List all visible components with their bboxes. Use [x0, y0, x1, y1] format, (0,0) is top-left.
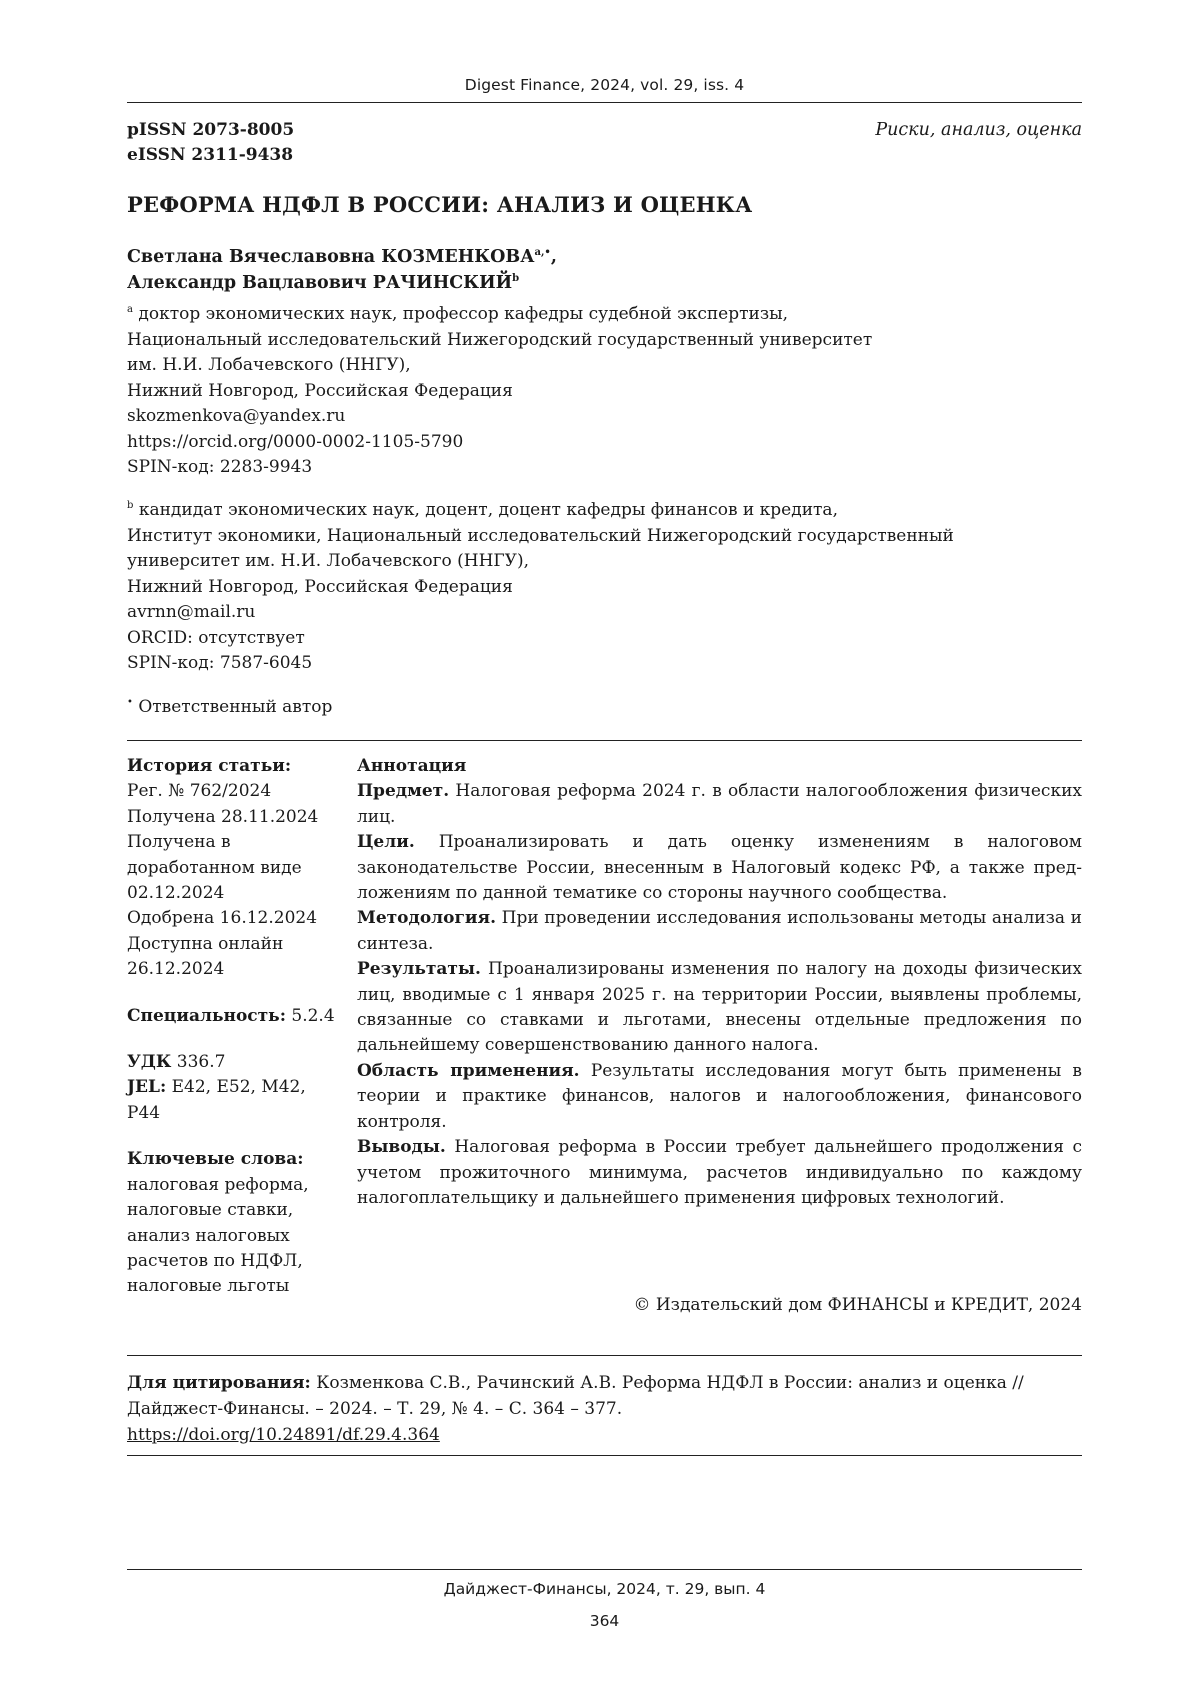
- udk: УДК 336.7: [127, 1050, 339, 1075]
- author-email[interactable]: skozmenkova@yandex.ru: [127, 404, 872, 430]
- header-rule: [127, 102, 1082, 103]
- citation-block: [127, 1370, 1082, 1448]
- history-line: Получена 28.11.2024: [127, 805, 339, 830]
- author-given-name: Александр Вацлавович: [127, 273, 367, 293]
- affiliation-line: SPIN-код: 2283-9943: [127, 455, 872, 481]
- author-marks: a,•: [534, 247, 550, 258]
- history-line: 26.12.2024: [127, 957, 339, 982]
- history-line: 02.12.2024: [127, 881, 339, 906]
- author: [127, 270, 557, 296]
- affiliation-line: им. Н.И. Лобачевского (ННГУ),: [127, 353, 872, 379]
- affiliation-line: Нижний Новгород, Российская Федерация: [127, 379, 872, 405]
- affiliation-line: Национальный исследовательский Нижегородский государственный университет: [127, 328, 872, 354]
- citation-top-rule: [127, 1355, 1082, 1356]
- history-line: Рег. № 762/2024: [127, 779, 339, 804]
- specialty: Специальность: 5.2.4: [127, 1004, 339, 1029]
- abstract-objectives: Цели. Проанализировать и дать оценку изменениям в налоговом законодательстве России, внесенным в Налоговый кодекс РФ, а также пред­ложениям по данной тематике со стороны научного сообщества.: [357, 830, 1082, 906]
- affiliation-a: [127, 302, 872, 481]
- corresponding-author-note: • Ответственный автор: [127, 695, 332, 720]
- keywords-heading: Ключевые слова:: [127, 1147, 339, 1172]
- abstract-results: Результаты. Проанализированы изменения по налогу на доходы физичес­ких лиц, вводимые с 1 января 2025 г. на территории России, выявлены проблемы, связанные со ставками и льготами, внесены отдельные пред­ложения по дальнейшему совершенствованию данного налога.: [357, 957, 1082, 1059]
- corresponding-mark: •: [127, 697, 133, 708]
- keyword: расчетов по НДФЛ,: [127, 1249, 339, 1274]
- paper-page: [127, 0, 1082, 1697]
- electronic-issn: eISSN 2311-9438: [127, 143, 294, 168]
- affiliation-line: доктор экономических наук, профессор кафедры судебной экспертизы,: [138, 304, 788, 324]
- author-marks: b: [512, 273, 519, 284]
- authors: [127, 244, 557, 296]
- keyword: налоговая реформа,: [127, 1173, 339, 1198]
- article-info-column: [127, 754, 339, 1300]
- issn-block: [127, 118, 294, 168]
- citation-bottom-rule: [127, 1455, 1082, 1456]
- abstract-conclusions: Выводы. Налоговая реформа в России требует дальнейшего продолжения с учетом прожиточного минимума, расчетов индивидуально по каждому налогоплательщику и дальнейшего применения цифровых технологий.: [357, 1135, 1082, 1211]
- doi-link[interactable]: https://doi.org/10.24891/df.29.4.364: [127, 1425, 440, 1445]
- rubric: Риски, анализ, оценка: [875, 118, 1082, 143]
- affiliation-mark: a: [127, 304, 133, 315]
- citation-label: Для цитирования:: [127, 1373, 311, 1393]
- running-head: Digest Finance, 2024, vol. 29, iss. 4: [127, 76, 1082, 94]
- author: [127, 244, 557, 270]
- abstract-heading: Аннотация: [357, 754, 1082, 779]
- keyword: налоговые ставки,: [127, 1198, 339, 1223]
- affiliation-line: ORCID: отсутствует: [127, 626, 954, 652]
- section-rule: [127, 740, 1082, 741]
- affiliation-mark: b: [127, 500, 133, 511]
- history-heading: История статьи:: [127, 754, 339, 779]
- author-surname: РАЧИНСКИЙ: [373, 273, 512, 293]
- keyword: налоговые льготы: [127, 1274, 339, 1299]
- history-line: доработанном виде: [127, 856, 339, 881]
- history-line: Одобрена 16.12.2024: [127, 906, 339, 931]
- author-orcid-link[interactable]: https://orcid.org/0000-0002-1105-5790: [127, 430, 872, 456]
- abstract: [357, 754, 1082, 1211]
- affiliation-line: Институт экономики, Национальный исследовательский Нижегородский государственный: [127, 524, 954, 550]
- citation-text: Дайджест-Финансы. – 2024. – Т. 29, № 4. – С. 364 – 377.: [127, 1396, 1082, 1422]
- author-separator: ,: [551, 247, 557, 267]
- affiliation-line: кандидат экономических наук, доцент, доцент кафедры финансов и кредита,: [139, 500, 838, 520]
- affiliation-b: [127, 498, 954, 677]
- affiliation-line: университет им. Н.И. Лобачевского (ННГУ),: [127, 549, 954, 575]
- jel: JEL: E42, E52, M42,: [127, 1075, 339, 1100]
- author-surname: КОЗМЕНКОВА: [381, 247, 534, 267]
- footer-journal: Дайджест-Финансы, 2024, т. 29, вып. 4: [127, 1573, 1082, 1605]
- copyright: © Издательский дом ФИНАНСЫ и КРЕДИТ, 2024: [633, 1293, 1082, 1318]
- abstract-methods: Методология. При проведении исследования использованы методы анализа и синтеза.: [357, 906, 1082, 957]
- author-given-name: Светлана Вячеславовна: [127, 247, 375, 267]
- abstract-subject: Предмет. Налоговая реформа 2024 г. в области налогообложения физичес­ких лиц.: [357, 779, 1082, 830]
- jel-continued: P44: [127, 1101, 339, 1126]
- abstract-application: Область применения. Результаты исследования могут быть применены в теории и практике финансов, налогов и налогообложения, финансового контроля.: [357, 1059, 1082, 1135]
- page-number: 364: [127, 1605, 1082, 1637]
- footer: [127, 1573, 1082, 1637]
- author-email[interactable]: avrnn@mail.ru: [127, 600, 954, 626]
- history-line: Получена в: [127, 830, 339, 855]
- keyword: анализ налоговых: [127, 1224, 339, 1249]
- affiliation-line: Нижний Новгород, Российская Федерация: [127, 575, 954, 601]
- affiliation-line: SPIN-код: 7587-6045: [127, 651, 954, 677]
- footer-rule: [127, 1569, 1082, 1570]
- print-issn: pISSN 2073-8005: [127, 118, 294, 143]
- history-line: Доступна онлайн: [127, 932, 339, 957]
- citation-text: Козменкова С.В., Рачинский А.В. Реформа НДФЛ в России: анализ и оценка //: [316, 1373, 1023, 1393]
- article-title: РЕФОРМА НДФЛ В РОССИИ: АНАЛИЗ И ОЦЕНКА: [127, 192, 752, 217]
